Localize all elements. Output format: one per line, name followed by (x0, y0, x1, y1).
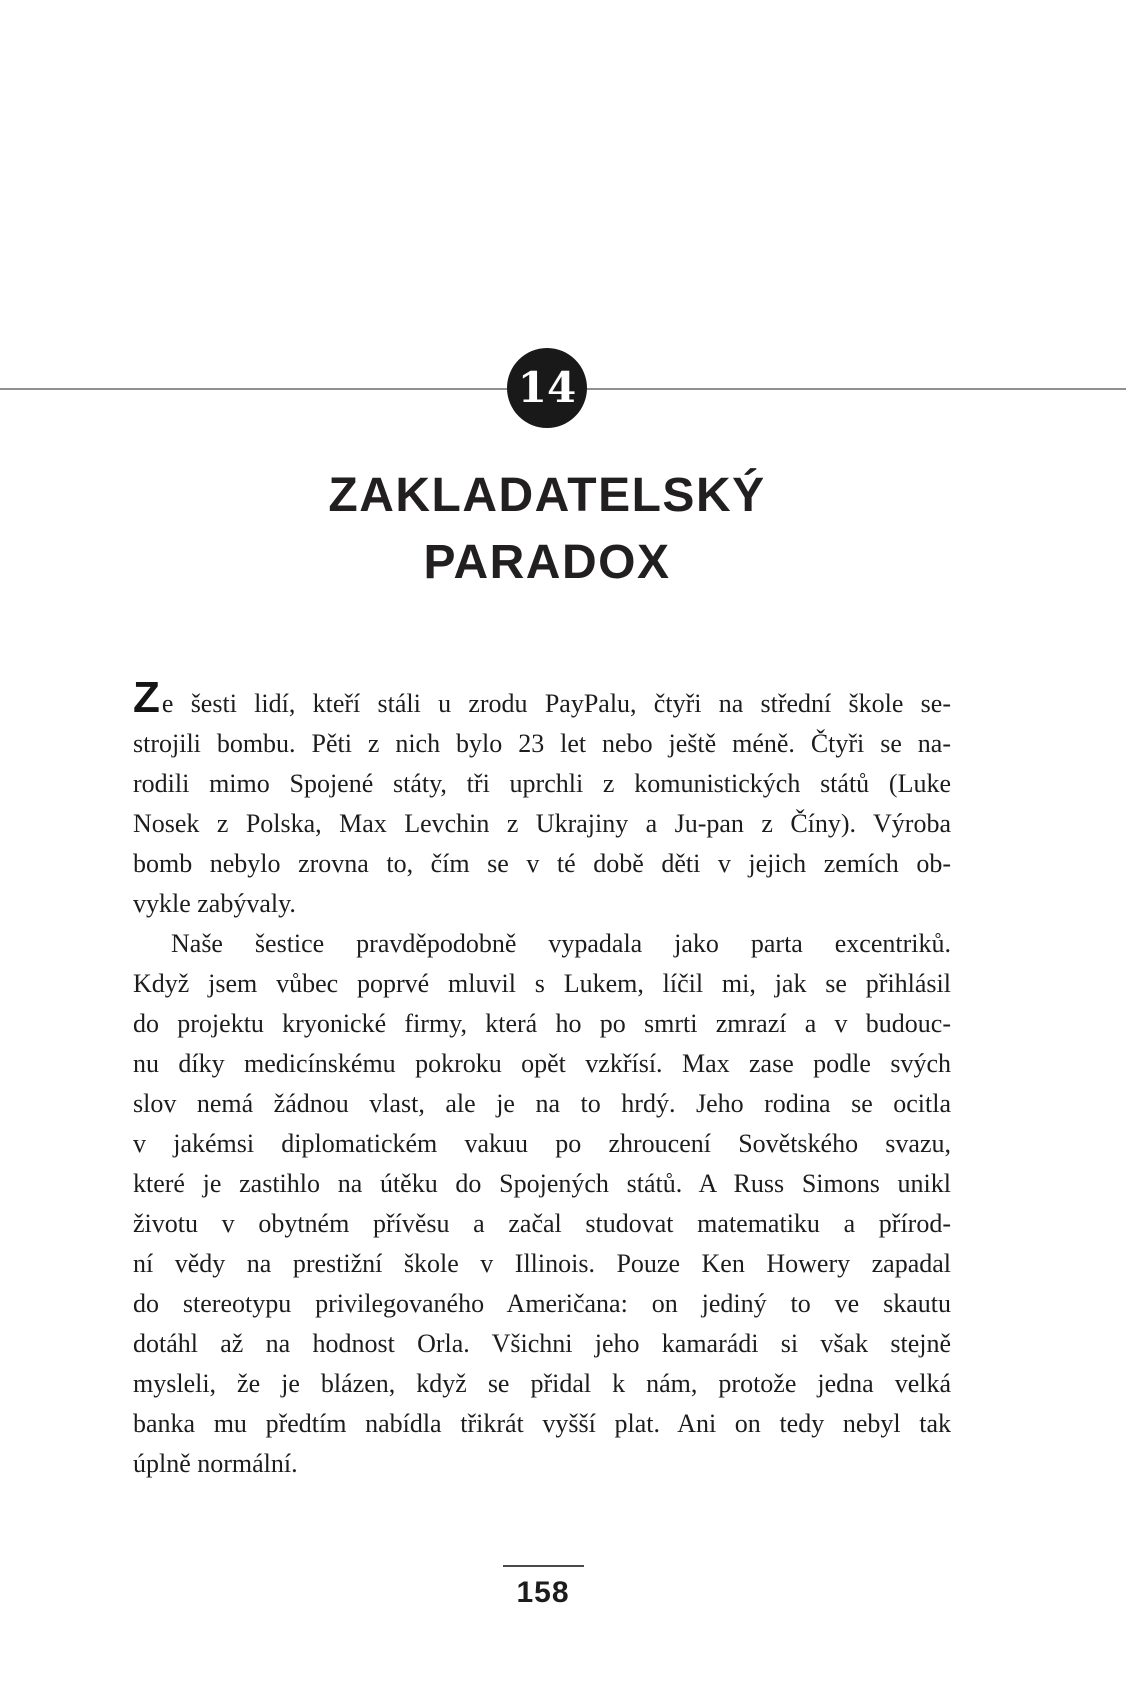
drop-cap: Z (133, 673, 160, 722)
body-line: rodili mimo Spojené státy, tři uprchli z komunistických států (Luke (133, 769, 951, 798)
body-line: mysleli, že je blázen, když se přidal k nám, protože jedna velká (133, 1369, 951, 1398)
chapter-title-line-1: ZAKLADATELSKÝ (328, 469, 766, 522)
body-line: strojili bombu. Pěti z nich bylo 23 let nebo ještě méně. Čtyři se na- (133, 729, 951, 758)
footer-divider-line (503, 1565, 584, 1567)
chapter-number-badge (507, 348, 587, 428)
body-line: Ze šesti lidí, kteří stáli u zrodu PayPalu, čtyři na střední škole se- (133, 673, 951, 722)
body-line: které je zastihlo na útěku do Spojených států. A Russ Simons unikl (133, 1169, 951, 1198)
chapter-title-line-2: PARADOX (423, 536, 671, 589)
body-line: v jakémsi diplomatickém vakuu po zhroucení Sovětského svazu, (133, 1129, 951, 1158)
body-line: Naše šestice pravděpodobně vypadala jako parta excentriků. (171, 929, 951, 958)
body-line: Nosek z Polska, Max Levchin z Ukrajiny a Ju-pan z Číny). Výroba (133, 809, 951, 838)
body-line: Když jsem vůbec poprvé mluvil s Lukem, líčil mi, jak se přihlásil (133, 969, 951, 998)
page-number: 158 (516, 1576, 570, 1609)
body-line: úplně normální. (133, 1449, 298, 1478)
body-line: do projektu kryonické firmy, která ho po smrti zmrazí a v budouc- (133, 1009, 951, 1038)
body-line: životu v obytném přívěsu a začal studovat matematiku a přírod- (133, 1209, 951, 1238)
body-line: dotáhl až na hodnost Orla. Všichni jeho kamarádi si však stejně (133, 1329, 951, 1358)
body-line: do stereotypu privilegovaného Američana: on jediný to ve skautu (133, 1289, 951, 1318)
body-line: bomb nebylo zrovna to, čím se v té době děti v jejich zemích ob- (133, 849, 951, 878)
body-line: banka mu předtím nabídla třikrát vyšší plat. Ani on tedy nebyl tak (133, 1409, 951, 1438)
body-line: vykle zabývaly. (133, 889, 296, 918)
body-line: ní vědy na prestižní škole v Illinois. Pouze Ken Howery zapadal (133, 1249, 951, 1278)
body-line: nu díky medicínskému pokroku opět vzkřísí. Max zase podle svých (133, 1049, 951, 1078)
body-line: slov nemá žádnou vlast, ale je na to hrdý. Jeho rodina se ocitla (133, 1089, 951, 1118)
chapter-title (133, 462, 961, 596)
chapter-number: 14 (517, 362, 577, 412)
body-text (133, 673, 951, 1484)
